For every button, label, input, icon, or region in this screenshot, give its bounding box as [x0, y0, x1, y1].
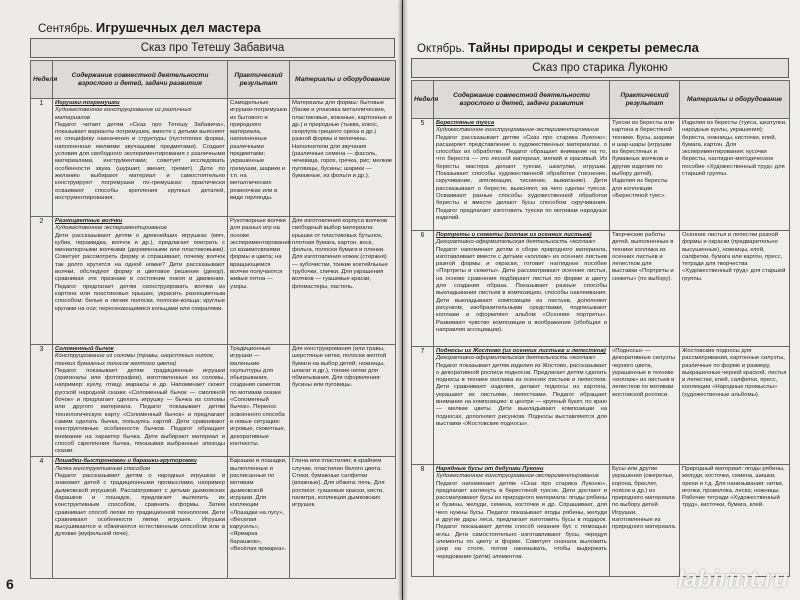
activity-description: Педагог показывает детям традиционные игрушки (оригиналы или фотографии), изготовленные из соломы, например: куклу, птицу, мараксы и др. Напоминает сюжет русской народной сказки «Соломенный бычок — смоляной бочок» и предлагает сделать игрушку — бычка из соломы или другого материала. Педагог показывает детям технологическую карту «Соломенный бычок» и предлагает самим сделать бычка, пользуясь картой. Дети сравнивают конструктивные особенности бычков. Педагог обращает внимание на характер бычка. Дети выбирают материал и способ скрепления бычка, показывая выбранные эпизоды сказки. — [55, 367, 225, 455]
left-tale-title: Сказ про Тетешу Забавича — [30, 38, 395, 58]
week-row — [31, 345, 396, 457]
left-page-number: 6 — [6, 576, 14, 592]
week-number: 5 — [412, 119, 434, 231]
activity-method: Художественное конструирование-экспериментирование — [436, 473, 600, 480]
activity-content — [434, 231, 610, 347]
header-result: Практический результат — [610, 81, 680, 119]
watermark-text: labirint.ru — [677, 566, 788, 593]
activity-description: Педагог напоминает детям о сборе природного материала, изготавливает вместе с детьми «коллаж» из осенних листьев разной формы и окраски; готовит наглядное пособие «Портреты и сюжеты». Дети рассматривают осенние листья, на основе сравнения подбирают листья по форме и цвету для создания образа. Показывает разные способы выкладывания листьев в композицию, способы наклеивания. Дети выкладывают композиции из листьев, дополняют рисунком, изобразительными средствами, подписывают коллажи и оформляют альбом «Осенние портреты». Развивают чувство композиции и воображение (обобщая и направляя ассоциации). — [436, 246, 607, 333]
materials-equipment: Материалы для формы: бытовые (банки и упаковка металлические, пластиковые, кожаные, картонные и др.) и природные (тыква, кокос, скорлупа грецкого ореха и др.) разной формы и величины. Наполнители для звучания (различные семена — фасоль, чечевица, горох, гречка, рис; мелкие пуговицы, бусины; шарики — бумажные, из фольги и др.). — [290, 99, 396, 217]
week-number: 3 — [31, 345, 53, 457]
right-plan-table — [411, 80, 790, 577]
materials-equipment: Природный материал: ягоды рябины, желуди, косточки, семена, шишки, орехи и т.д. Для нанизывания: нитки, иголки, проволока, леска; ножницы. Рабочие тетради «Художественный труд», кисточки, бумага, клей. — [680, 465, 790, 577]
practical-result: Барашки и лошадки, вылепленные и расписанные по мотивам дымковской игрушки. Для коллекции «Лошадки на лугу», «Веселая карусель», «Ярмарка барашков», «Весёлая ярмарка». — [228, 457, 290, 579]
right-month: Октябрь. — [417, 43, 465, 55]
week-number: 1 — [31, 99, 53, 217]
right-page — [403, 0, 800, 600]
week-row — [31, 99, 396, 217]
left-plan-table — [30, 60, 396, 579]
week-number: 2 — [31, 217, 53, 345]
activity-title: Портреты и сюжеты (коллаж из осенних листьев) — [436, 232, 592, 238]
right-section-title — [417, 40, 699, 55]
right-tale-title: Сказ про старика Луконю — [411, 58, 789, 78]
activity-title: Берестяные туеса — [436, 120, 495, 126]
header-result: Практический результат — [228, 61, 290, 99]
practical-result: Рукотворные волчки для разных игр на основе экспериментирования со взаимосвязями формы и цвета; на вращающемся волчке получаются живые пятна — узоры. — [228, 217, 290, 345]
header-week: Неделя — [412, 81, 434, 119]
practical-result: Традиционные игрушки — маленькие скульптуры для обыгрывания, создания сюжетов по мотивам сказки «Соломенный бычок». Перенос освоенного способа в новые ситуации: игровые, сюжетные, декоративные контексты. — [228, 345, 290, 457]
practical-result: Самодельные игрушки-погремушки из бытового и природного материала, наполненные различными предметами; украшенные гремушки, шарики и т.п. на металлических резиночках или в виде гирлянды. — [228, 99, 290, 217]
materials-equipment: Жостовские подносы для рассматривания, картонные силуэты, различные по форме и размеру, выкрашенные черной краской, листья и лепестки, клей, салфетки, пресс, коллекции «Народные промыслы» (художественные альбомы). — [680, 347, 790, 465]
activity-content — [53, 457, 228, 579]
materials-equipment: Изделия из бересты (туеса, шкатулки, народные куклы, украшения); береста, ножницы, кисточки, клей, бумага, картон. Для экспериментирования: кусочки бересты, наглядно-методическое пособие «Художественный труд» для старшей группы. — [680, 119, 790, 231]
activity-description: Педагог читает детям «Сказ про Тетешу Забавича», показывает варианты погремушек, вместе с детьми выясняет их специфику назначения и структуры (пустотелая форма, наполненная мелкими звучащими предметами). Создает условия для свободного экспериментирования с различными материалами, инструментами; советует исследовать особенности звука (шуршит, звенит, гремит). Дети по желанию выбирают материал и самостоятельно конструируют погремушки по-гремушках: практически осваивают способы крепления крупных деталей, инструментирования. — [55, 121, 225, 201]
activity-description: Педагог рассказывает детям «Сказ про старика Луконю»; расширяет представление о художественных материалах, о способах их обработки. Педагог обращает внимание на то, что береста — это лесной материал, мягкий и красивый. Из бересты мастера делают туески, шкатулки, игрушки. Показывает способы художественной обработки (тиснение, скручивание, аппликация, тиснение, выжигание). Дети рассказывают о бересте, выясняют, из чего сделан туесок. Осваивают разные способы художественной обработки бересты и вместе делают бусы способом скручивания. Педагог предлагает изготовить туески по мотивам народных изделий. — [436, 134, 607, 221]
left-theme: Игрушечных дел мастера — [95, 20, 261, 35]
activity-description: Педагог рассказывает детям о народных игрушках и знакомит детей с традиционными промыслами, например дымковской игрушкой. Рассматривает с детьми дымковских барашков и лошадок, предлагает вылепить их конструктивным способом, сравнить формы. Затем сравнивает способ лепки по традиционной технологии. Дети сравнивают особенности лепки игрушек. Игрушки высушиваются и обжигаются естественным способом или в духовке (муфельной печи). — [55, 473, 225, 538]
week-row — [412, 465, 790, 577]
header-content: Содержание совместной деятельности взрослого и детей, задачи развития — [53, 61, 228, 99]
activity-method: Конструирование из соломы (травы, шерстяных ниток, тонких бумажных полосок желтого цвета) — [55, 353, 215, 367]
week-row — [412, 119, 790, 231]
materials-equipment: Для изготовления корпуса волчков свободный выбор материала: крышки от пластиковых бутылок, плотная бумага, картон, воск, фольга, полоски бумаги и пленки. Для изготовления ножек (стержня) — зубочистки, тонкие коктейльные трубочки, спички. Для украшения волчков — гуашевые краски, фломастеры, пастель. — [290, 217, 396, 345]
activity-title: Разноцветные волчки — [55, 218, 123, 224]
right-theme: Тайны природы и секреты ремесла — [467, 40, 699, 55]
materials-equipment: Осенние листья и лепестки разной формы и окраски (предварительно высушенные), ножницы, клей, салфетки, бумага или картон, пресс, тетради для творчества «Художественный труд» для старшей группы. — [680, 231, 790, 347]
activity-content — [53, 345, 228, 457]
activity-content — [434, 465, 610, 577]
week-number: 6 — [412, 231, 434, 347]
week-number: 7 — [412, 347, 434, 465]
activity-method: Декоративно-оформительская деятельность «коллаж» — [436, 355, 596, 362]
activity-method: Художественное экспериментирование — [55, 225, 168, 232]
activity-content — [53, 99, 228, 217]
materials-equipment: Для конструирования (или травы, шерстяные нитки, полоски желтой бумаги на выбор детей; ножницы, шпагат и др.), тонкие нитки для обматывания. Для оформления: бусины или пуговицы. — [290, 345, 396, 457]
activity-title: Лошадки-быстроножки и барашки-круторожки — [55, 458, 197, 465]
week-row — [412, 231, 790, 347]
activity-content — [434, 119, 610, 231]
header-materials: Материалы и оборудование — [680, 81, 790, 119]
week-row — [31, 217, 396, 345]
header-week: Неделя — [31, 61, 53, 99]
activity-description: Педагог напоминает детям «Сказ про старика Луконю», предлагает заглянуть в берестяной туесок. Дети достают и рассматривают бусы из природного материала: ягоды рябины и бузины, желуди, семена, косточки и др. Спрашивает, для чего нужны бусы. Педагог показывает ягоды рябины, желуди и другие дары леса, предлагает изготовить бусы в подарок. Педагог показывает детям способ низания бус с помощью иглы. Дети самостоятельно изготавливают бусы, чередуя элементы по цвету и форме. Советует сначала выложить узор на столе, потом нанизывать, чтобы выдержать чередование (ритм) элементов. — [436, 480, 607, 560]
left-month: Сентябрь. — [38, 23, 93, 35]
week-row — [31, 457, 396, 579]
activity-description: Педагог показывает детям изделия из Жостово, рассказывает о декоративной росписи подносов. Предлагает детям сделать подносы в технике коллажа из осенних листьев и лепестков. Дети сравнивают изделия, делают подносы из картона, украшают их листьями, лепестками. Педагог обращает внимание на композицию: в центре — крупный букет, по краю — мелкие цветы. Дети выкладывают композиции на подносах, дополняют рисунком. Подносы выставляются для выставки «Жостовские подносы». — [436, 362, 607, 427]
header-materials: Материалы и оборудование — [290, 61, 396, 99]
practical-result: Бусы или другие украшения (ожерелье, корона, браслет, поясок и др.) из природного материала по выбору детей. Игрушки, изготовленные из природного материала. — [610, 465, 680, 577]
materials-equipment: Глина или пластилин; в крайнем случае, пластилин белого цвета. Стеки, бумажные салфетки (влажные). Для обжига: печь. Для росписи: гуашевые краски, кисти, палитра, коллекция дымковских игрушек. — [290, 457, 396, 579]
activity-content — [53, 217, 228, 345]
activity-description: Дети рассказывают детям о древнейших игрушках (мяч, кубик, пирамидка, волчок и др.), предлагает поиграть с миниатюрными волчками (деревянными или пластиковыми). Советует рассмотреть форму и спрашивает, почему волчок так долго крутится на одной ножке? Дети рассказывают волчки, обследуют форму и цветовое решение (декор), сравнивая эти признаки в состоянии покоя и движения. Педагог предлагает детям сконструировать волчки из картона или пластиковых крышек, украсить разноцветным способом: белые и легкие полоски, полоски-кольца; круглые кругами на оси; пересекающимися кольцами или спиралями. — [55, 232, 225, 312]
activity-title: Игрушки-погремушки — [55, 100, 120, 106]
activity-content — [434, 347, 610, 465]
practical-result: «Подносы» — декоративные силуэты черного цвета, украшенные в технике «коллаж» из листьев и лепестков по мотивам жостовской росписи. — [610, 347, 680, 465]
activity-title: Нарядные бусы от дедушки Лукони — [436, 466, 544, 472]
week-number: 4 — [31, 457, 53, 579]
practical-result: Туески из бересты или картона в берестяной технике. Бусы, шарики и шар-шары (игрушки из берестяных и бумажных волчков и другие изделия по выбору детей). Изделия из бересты для коллекции «Берестяной туес». — [610, 119, 680, 231]
activity-method: Художественное конструирование-экспериментирование — [436, 127, 600, 134]
activity-method: Лепка конструктивным способом — [55, 465, 151, 472]
activity-title: Подносы из Жостово (из осенних листьев и лепестков) — [436, 348, 606, 354]
week-number: 8 — [412, 465, 434, 577]
activity-title: Соломенный бычок — [55, 346, 114, 352]
practical-result: Творческие работы детей, выполненные в технике коллажа из осенних листьев и лепестков для выставки «Портреты и сюжеты» (по выбору). — [610, 231, 680, 347]
week-row — [412, 347, 790, 465]
header-content: Содержание совместной деятельности взрослого и детей, задачи развития — [434, 81, 610, 119]
activity-method: Декоративно-оформительская деятельность «коллаж» — [436, 239, 596, 246]
activity-method: Художественное конструирование из различных материалов — [55, 107, 192, 121]
left-section-title — [38, 20, 261, 35]
book-spine — [398, 0, 408, 600]
